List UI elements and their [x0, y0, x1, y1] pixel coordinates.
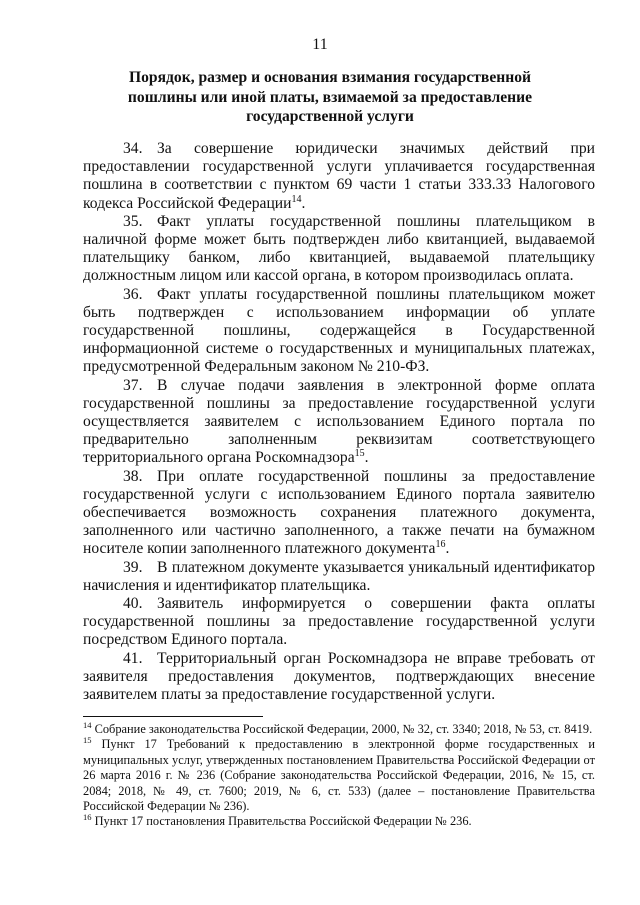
- paragraph-text: В платежном документе указывается уникальный идентификатор начисления и идентификатор плательщика.: [83, 558, 595, 594]
- paragraph-34: [83, 140, 595, 213]
- paragraph-number: 39.: [123, 558, 143, 576]
- paragraph-tail: .: [301, 194, 306, 212]
- paragraph-text: Факт уплаты государственной пошлины плательщиком может быть подтвержден с использованием информации об уплате государственной пошлины, содержащейся в Государственной информационной системе о государственных и муниципальных платежах, предусмотренной Федеральным законом № 210-ФЗ.: [83, 285, 595, 376]
- footnote-marker: 16: [83, 812, 92, 823]
- paragraph-number: 38.: [123, 467, 143, 485]
- paragraph-40: [83, 595, 595, 650]
- footnote-15: [83, 737, 595, 814]
- paragraph-text: За совершение юридически значимых действий при предоставлении государственной услуги уплачивается государственная пошлина в соответствии с пунктом 69 части 1 статьи 333.33 Налогового кодекса Российской Федерации: [83, 140, 595, 212]
- paragraph-number: 41.: [123, 649, 143, 667]
- paragraph-text: Территориальный орган Роскомнадзора не вправе требовать от заявителя предоставления документов, подтверждающих внесение заявителем платы за предоставление государственной услуги.: [83, 649, 595, 704]
- paragraph-text: В случае подачи заявления в электронной форме оплата государственной пошлины за предоставление государственной услуги осуществляется заявителем с использованием Единого портала по предварительно заполненным реквизитам соответствующего территориального органа Роскомнадзора: [83, 376, 595, 467]
- footnote-marker: 15: [83, 735, 92, 746]
- footnote-ref: 14: [291, 193, 302, 205]
- paragraph-number: 34.: [123, 140, 143, 157]
- body-text: [83, 140, 595, 704]
- paragraph-number: 36.: [123, 285, 143, 303]
- footnote-text: Пункт 17 Требований к предоставлению в электронной форме государственных и муниципальных услуг, утвержденных постановлением Правительства Российской Федерации от 26 марта 2016 г. № 236 (Собрание законодательства Российской Федерации, 2016, № 15, ст. 2084; 2018, № 49, ст. 7600; 2019, № 6, ст. 533) (далее – постановление Правительства Российской Федерации № 236).: [83, 737, 595, 814]
- paragraph-39: [83, 559, 595, 595]
- footnote-ref: 15: [354, 448, 365, 460]
- paragraph-text: Заявитель информируется о совершении факта оплаты государственной пошлины за предоставление государственной услуги посредством Единого портала.: [83, 595, 595, 649]
- paragraph-41: [83, 650, 595, 705]
- page-number: 11: [312, 36, 328, 53]
- section-heading: [110, 68, 550, 127]
- footnote-16: [83, 814, 595, 829]
- paragraph-text: При оплате государственной пошлины за предоставление государственной услуги с использованием Единого портала заявителю обеспечивается возможность сохранения платежного документа, заполненного или частично заполненного, а также печати на бумажном носителе копии заполненного платежного документа: [83, 467, 595, 558]
- paragraph-35: [83, 213, 595, 286]
- footnotes: [83, 719, 595, 830]
- heading-line: пошлины или иной платы, взимаемой за предоставление: [127, 88, 533, 106]
- footnote-ref: 16: [435, 539, 446, 551]
- footnote-text: Пункт 17 постановления Правительства Российской Федерации № 236.: [91, 814, 472, 829]
- footnote-14: [83, 719, 595, 737]
- footnote-marker: 14: [83, 719, 92, 730]
- paragraph-36: [83, 286, 595, 377]
- heading-line: Порядок, размер и основания взимания государственной: [129, 69, 531, 86]
- footnote-divider: [83, 716, 263, 717]
- paragraph-number: 35.: [123, 212, 143, 230]
- heading-line: государственной услуги: [246, 108, 414, 125]
- paragraph-tail: .: [364, 449, 369, 467]
- paragraph-number: 40.: [123, 595, 143, 613]
- paragraph-text: Факт уплаты государственной пошлины плательщиком в наличной форме может быть подтвержден либо квитанцией, выдаваемой плательщику банком, либо квитанцией, выдаваемой плательщику должностным лицом или кассой органа, в котором производилась оплата.: [83, 212, 595, 285]
- paragraph-tail: .: [445, 540, 450, 558]
- footnote-text: Собрание законодательства Российской Федерации, 2000, № 32, ст. 3340; 2018, № 53, ст. 8419.: [91, 722, 593, 736]
- paragraph-38: [83, 468, 595, 559]
- paragraph-37: [83, 377, 595, 468]
- paragraph-number: 37.: [123, 376, 143, 394]
